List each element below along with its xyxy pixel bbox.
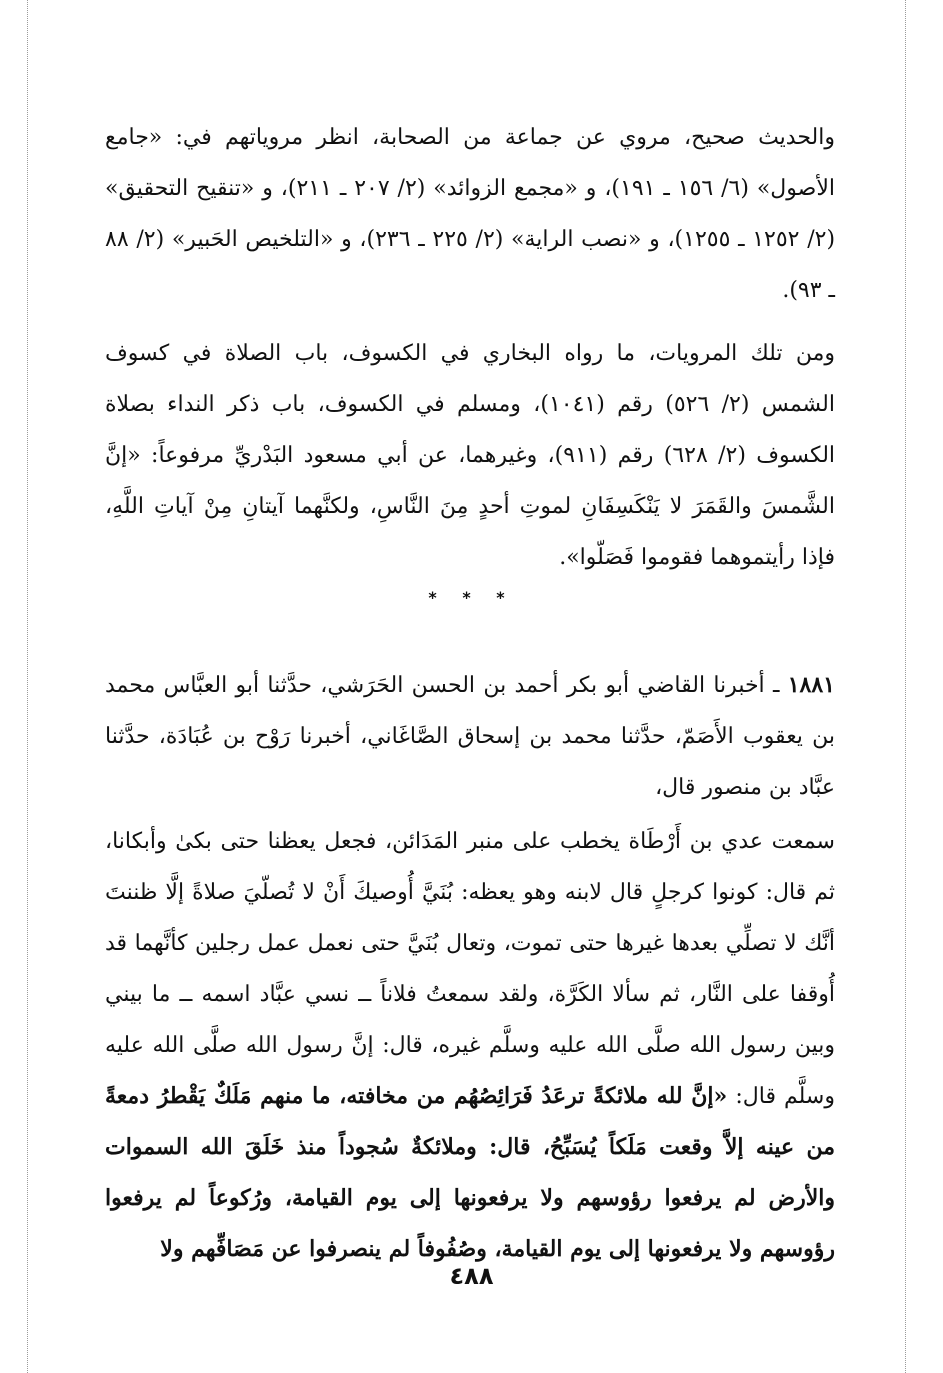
section-separator: * * * [428, 588, 515, 607]
hadith-number: ١٨٨١ [787, 672, 835, 698]
paragraph-isnad [105, 660, 835, 813]
hadith-quote: «إنَّ لله ملائكةً ترعَدُ فَرَائِصُهُم من مخافته، ما منهم مَلَكٌ يَقْطرُ دمعةً من عينه إلاَّ وقعت مَلَكاً يُسَبِّحُ، قال: وملائكةٌ سُجوداً منذ خَلَقَ الله السموات والأرض لم يرفعوا رؤوسهم ولا يرفعونها إلى يوم القيامة، ورُكوعاً لم يرفعوا رؤوسهم ولا يرفعونها إلى يوم القيامة، وصُفُوفاً لم ينصرفوا عن مَصَافِّهم ولا [105, 1083, 835, 1262]
paragraph-text: ومن تلك المرويات، ما رواه البخاري في الكسوف، باب الصلاة في كسوف الشمس (٢/ ٥٢٦) رقم (١٠٤١)، ومسلم في الكسوف، باب ذكر النداء بصلاة الكسوف (٢/ ٦٢٨) رقم (٩١١)، وغيرهما، عن أبي مسعود البَدْريِّ مرفوعاً: «إنَّ الشَّمسَ والقَمَرَ لا يَنْكَسِفَانِ لموتِ أحدٍ مِنَ النَّاسِ، ولكنَّهما آيتانِ مِنْ آياتِ اللَّهِ، فإذا رأيتموهما فقوموا فَصَلّوا». [105, 341, 836, 570]
page-number: ٤٨٨ [449, 1262, 494, 1290]
paragraph-text [105, 816, 835, 1275]
paragraph-text [105, 660, 835, 813]
paragraph-riwayat [105, 328, 835, 583]
isnad-text: ـ أخبرنا القاضي أبو بكر أحمد بن الحسن الحَرَشي، حدَّثنا أبو العبَّاس محمد بن يعقوب الأَصَمّ، حدَّثنا محمد بن إسحاق الصَّاغَاني، أخبرنا رَوْح بن عُبَادَة، حدَّثنا عبَّاد بن منصور قال، [105, 673, 835, 800]
paragraph-text: والحديث صحيح، مروي عن جماعة من الصحابة، انظر مروياتهم في: «جامع الأصول» (٦/ ١٥٦ ـ ١٩١)، و «مجمع الزوائد» (٢/ ٢٠٧ ـ ٢١١)، و «تنقيح التحقيق» (٢/ ١٢٥٢ ـ ١٢٥٥)، و «نصب الراية» (٢/ ٢٢٥ ـ ٢٣٦)، و «التلخيص الحَبير» (٢/ ٨٨ ـ ٩٣). [105, 125, 836, 303]
page-edge-right [905, 0, 906, 1373]
paragraph-references [105, 112, 835, 316]
paragraph-matn [105, 816, 835, 1275]
matn-text: سمعت عدي بن أَرْطَاة يخطب على منبر المَدَائن، فجعل يعظنا حتى بكىٰ وأبكانا، ثم قال: كونوا كرجلٍ قال لابنه وهو يعظه: بُنَيَّ أُوصيكَ أَنْ لا تُصلّيَ صلاةً إلَّا ظننتَ أنَّك لا تصلِّي بعدها غيرها حتى تموت، وتعال بُنَيَّ حتى نعمل عمل رجلين كأنَّهما قد أُوقفا على النَّار، ثم سألا الكَرَّة، ولقد سمعتُ فلاناً ــ نسي عبَّاد اسمه ــ ما بيني وبين رسول الله صلَّى الله عليه وسلَّم غيره، قال: إنَّ رسول الله صلَّى الله عليه وسلَّم قال: [105, 829, 835, 1109]
page-edge-left [27, 0, 28, 1373]
